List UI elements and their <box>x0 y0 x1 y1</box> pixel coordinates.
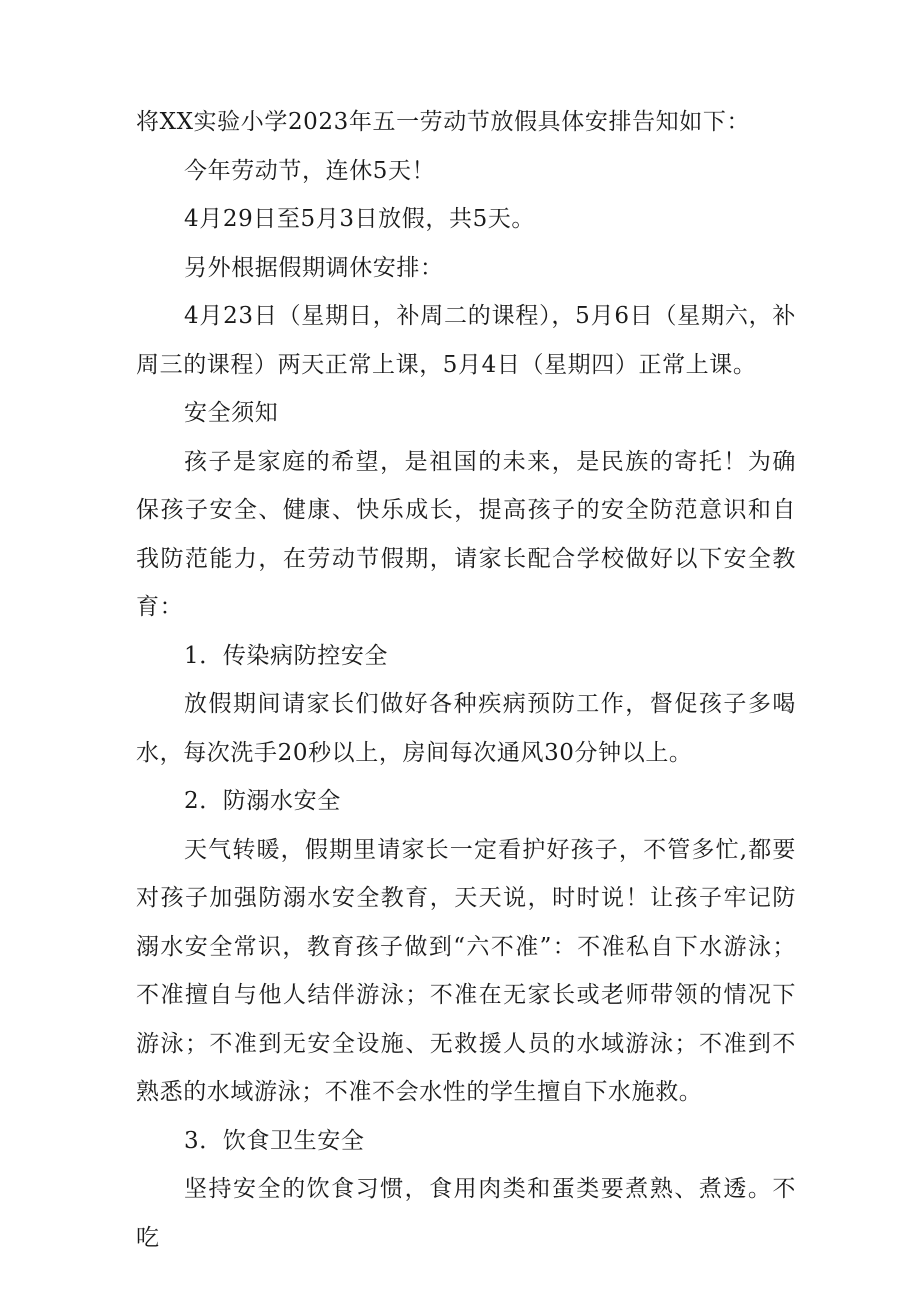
make-up-class-paragraph: 4月23日（星期日，补周二的课程），5月6日（星期六，补周三的课程）两天正常上课，5月4日（星期四）正常上课。 <box>136 303 796 378</box>
section-heading-epidemic: 1．传染病防控安全 <box>184 642 389 669</box>
section-heading-drowning: 2．防溺水安全 <box>184 788 341 814</box>
safety-heading: 安全须知 <box>184 400 279 426</box>
food-paragraph: 坚持安全的饮食习惯，食用肉类和蛋类要煮熟、煮透。不吃 <box>136 1176 796 1251</box>
drowning-paragraph: 天气转暖，假期里请家长一定看护好孩子，不管多忙,都要对孩子加强防溺水安全教育，天天说，时时说！让孩子牢记防溺水安全常识，教育孩子做到“六不准”：不准私自下水游泳；不准擅自与他人结伴游泳；不准在无家长或老师带领的情况下游泳；不准到无安全设施、无救援人员的水域游泳；不准到不熟悉的水域游泳；不准不会水性的学生擅自下水施救。 <box>136 836 796 1105</box>
intro-paragraph: 将XX实验小学2023年五一劳动节放假具体安排告知如下： <box>136 109 751 135</box>
safety-intro-paragraph: 孩子是家庭的希望，是祖国的未来，是民族的寄托！为确保孩子安全、健康、快乐成长，提高孩子的安全防范意识和自我防范能力，在劳动节假期，请家长配合学校做好以下安全教育： <box>136 448 796 620</box>
holiday-dates-paragraph: 4月29日至5月3日放假，共5天。 <box>184 206 535 232</box>
section-heading-food: 3．饮食卫生安全 <box>184 1127 365 1154</box>
holiday-length-paragraph: 今年劳动节，连休5天！ <box>184 157 436 184</box>
document-body <box>136 98 796 1262</box>
epidemic-paragraph: 放假期间请家长们做好各种疾病预防工作，督促孩子多喝水，每次洗手20秒以上，房间每次通风30分钟以上。 <box>136 691 796 766</box>
adjustment-intro-paragraph: 另外根据假期调休安排： <box>184 254 444 281</box>
